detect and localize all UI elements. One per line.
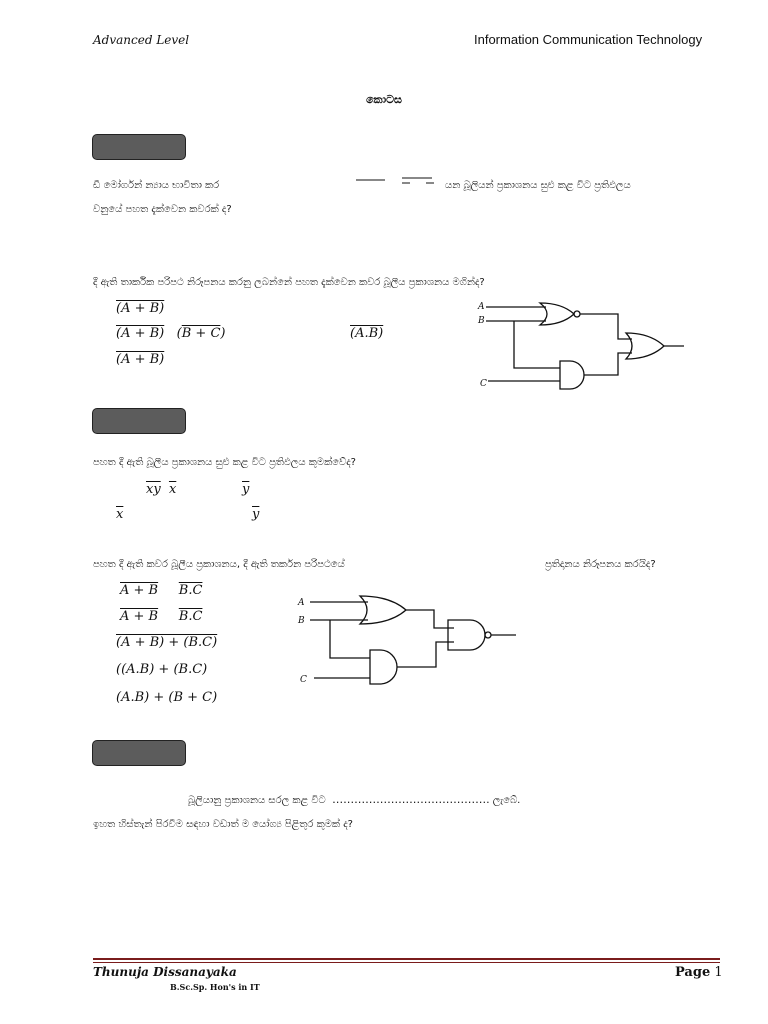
header-course-level: Advanced Level [93, 33, 190, 47]
q3-option-3 [116, 507, 123, 522]
q4-logic-circuit [296, 590, 521, 690]
q4-option-5 [116, 690, 217, 705]
q3-question-text: පහත දී ඇති බූලීය ප්‍රකාශනය සුළු කළ විට ප්‍රතිඵලය කුමක්වේද? [93, 457, 356, 468]
q2-logic-circuit [474, 295, 694, 395]
footer-rule-bottom [93, 962, 720, 963]
q3-option-4 [252, 507, 259, 522]
section-label-box [92, 740, 186, 766]
q4-option-3 [116, 635, 217, 650]
section-title: කොටස [366, 93, 402, 106]
footer-page-value: 1 [714, 965, 723, 980]
q4-option-2-expr-a: A + B [120, 609, 159, 624]
q4-option-1 [120, 583, 202, 598]
q2-question-text: දී ඇති තාර්කික පරිපථ නිරූපනය කරනු ලබන්නේ පහත දැක්වෙන කවර බූලීය ප්‍රකාශනය මගින්ද? [93, 277, 485, 288]
footer-author-degree: B.Sc.Sp. Hon's in IT [170, 982, 260, 992]
section-label-box [92, 134, 186, 160]
q4-option-2-expr-b: B.C [178, 609, 203, 624]
q2-option-4-expr: (A + B) [116, 352, 165, 367]
section-label-box [92, 408, 186, 434]
q4-option-5-expr: (A.B) + (B + C) [116, 690, 218, 705]
q2-input-a-label: A [478, 302, 485, 312]
q2-option-2 [116, 326, 225, 341]
q2-option-1 [116, 301, 164, 316]
q2-input-c-label: C [480, 379, 487, 389]
q1-expression-overbars [352, 174, 442, 188]
q3-option-1-expr-a: $\overline{xy}$ [146, 482, 161, 497]
q4-input-a-label: A [298, 598, 305, 608]
q5-text-line2: ඉහත හිස්තැන් පිරවීම සඳහා වඩාත් ම යෝග්‍ය පිළිතුර කුමක් ද? [93, 819, 353, 830]
q3-option-2-expr: $\overline{y}$ [242, 482, 250, 497]
q4-option-4-expr: ((A.B) + (B.C) [116, 662, 208, 677]
q2-option-2-expr-b: (B + C) [176, 326, 226, 341]
header-subject: Information Communication Technology [474, 32, 703, 47]
footer-rule-top [93, 958, 720, 960]
footer-page-number [675, 965, 723, 980]
q4-input-c-label: C [300, 675, 307, 685]
footer-page-label: Page [675, 965, 711, 980]
q3-option-2 [242, 482, 249, 497]
q2-input-b-label: B [478, 316, 485, 326]
footer-author-name: Thunuja Dissanayaka [93, 965, 237, 979]
q2-option-2-expr-a: (A + B) [116, 326, 165, 341]
q5-text-line1-a: බූලියානු ප්‍රකාශනය සරල කළ විට [188, 795, 326, 806]
q4-question-text-b: ප්‍රතිදානය නිරූපනය කරයිද? [545, 559, 656, 570]
q4-option-1-expr-b: B.C [178, 583, 203, 598]
q5-text-line1 [188, 793, 520, 808]
q4-option-3-expr: (A + B) + (B.C) [116, 635, 218, 650]
q4-option-1-expr-a: A + B [120, 583, 159, 598]
q1-text-line1-end: යන බූලියන් ප්‍රකාශනය සුළු කළ විට ප්‍රතිඵලය [445, 180, 631, 191]
q3-option-4-expr: $\overline{y}$ [252, 507, 260, 522]
q5-text-line1-b: ලැබේ. [492, 795, 521, 806]
q1-text-line1: ඩී මෝර්ගන් න්‍යාය භාවිතා කර [93, 180, 220, 191]
q5-fill-blank: ……………………………………. [332, 793, 490, 806]
q2-option-3-expr: (A.B) [350, 326, 384, 341]
q4-input-b-label: B [298, 616, 305, 626]
q4-option-2 [120, 609, 202, 624]
q3-option-1-expr-b: $\overline{x}$ [168, 482, 177, 497]
q4-option-4 [116, 662, 207, 677]
q4-question-text-a: පහත දී ඇති කවර බූලීය ප්‍රකාශනය, දී ඇති තර්කන පරිපථයේ [93, 559, 345, 570]
q2-option-3 [350, 326, 383, 341]
q3-option-1 [146, 482, 176, 497]
q1-text-line2: වනුයේ පහත දැක්වෙන කවරක් ද? [93, 204, 232, 215]
q2-option-4 [116, 352, 164, 367]
q2-option-1-expr: (A + B) [116, 301, 165, 316]
q3-option-3-expr: $\overline{x}$ [116, 507, 124, 522]
